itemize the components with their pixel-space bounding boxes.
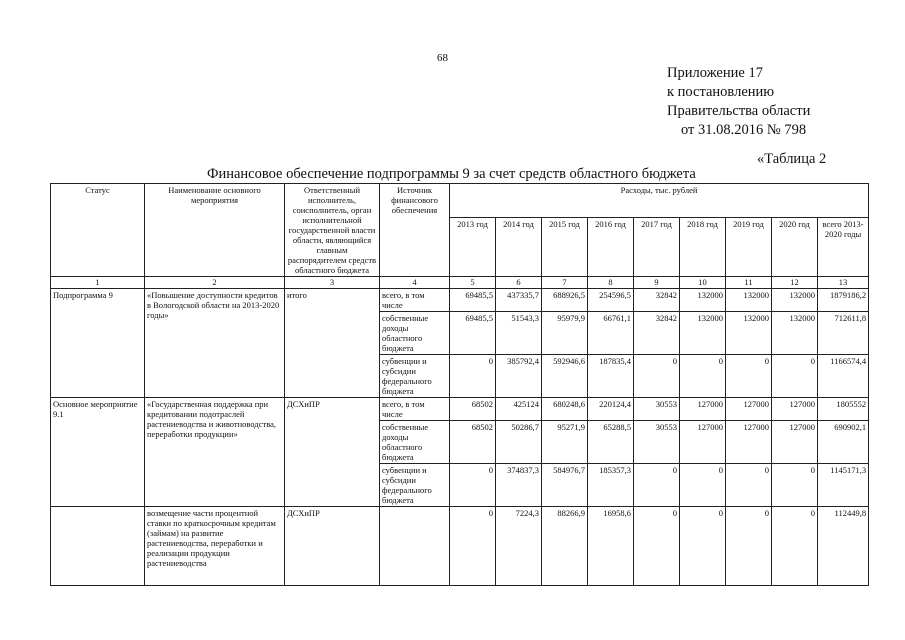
cell-value: 88266,9 xyxy=(542,507,588,586)
cell-value: 68502 xyxy=(450,398,496,421)
header-executor: Ответственный исполнитель, соисполнитель, орган исполнительной государственной власти области, являющийся главным распорядителем средств областного бюджета xyxy=(285,184,380,277)
cell-value: 0 xyxy=(772,464,818,507)
appendix-block xyxy=(667,64,810,140)
cell-status: Подпрограмма 9 xyxy=(51,289,145,398)
header-expenses: Расходы, тыс. рублей xyxy=(450,184,869,218)
cell-value: 0 xyxy=(634,464,680,507)
header-name: Наименование основного мероприятия xyxy=(145,184,285,277)
header-year: 2018 год xyxy=(680,217,726,276)
cell-value: 0 xyxy=(680,464,726,507)
cell-value: 68502 xyxy=(450,421,496,464)
cell-value: 132000 xyxy=(772,312,818,355)
cell-value: 0 xyxy=(772,355,818,398)
column-number: 10 xyxy=(680,277,726,289)
cell-value: 1166574,4 xyxy=(818,355,869,398)
cell-value: 112449,8 xyxy=(818,507,869,586)
cell-source xyxy=(380,507,450,586)
cell-value: 95271,9 xyxy=(542,421,588,464)
cell-value: 254596,5 xyxy=(588,289,634,312)
header-year: 2014 год xyxy=(496,217,542,276)
cell-value: 688926,5 xyxy=(542,289,588,312)
cell-executor: ДСХиПР xyxy=(285,507,380,586)
cell-source: субвенции и субсидии федерального бюджета xyxy=(380,464,450,507)
table-row xyxy=(51,507,869,586)
cell-name: «Государственная поддержка при кредитовании подотраслей растениеводства и животноводства, переработки продукции» xyxy=(145,398,285,507)
header-year: 2015 год xyxy=(542,217,588,276)
cell-value: 127000 xyxy=(680,421,726,464)
cell-value: 680248,6 xyxy=(542,398,588,421)
cell-source: всего, в том числе xyxy=(380,398,450,421)
cell-value: 220124,4 xyxy=(588,398,634,421)
column-number: 7 xyxy=(542,277,588,289)
cell-source: собственные доходы областного бюджета xyxy=(380,312,450,355)
table-row xyxy=(51,398,869,421)
cell-value: 690902,1 xyxy=(818,421,869,464)
budget-table xyxy=(50,183,869,586)
column-number: 6 xyxy=(496,277,542,289)
cell-value: 132000 xyxy=(772,289,818,312)
header-year: 2019 год xyxy=(726,217,772,276)
cell-value: 16958,6 xyxy=(588,507,634,586)
document-title: Финансовое обеспечение подпрограммы 9 за счет средств областного бюджета xyxy=(207,166,696,182)
cell-value: 374837,3 xyxy=(496,464,542,507)
cell-value: 32842 xyxy=(634,312,680,355)
cell-value: 0 xyxy=(634,355,680,398)
cell-status: Основное мероприятие 9.1 xyxy=(51,398,145,507)
cell-name: «Повышение доступности кредитов в Вологодской области на 2013-2020 годы» xyxy=(145,289,285,398)
cell-value: 0 xyxy=(726,464,772,507)
column-number: 8 xyxy=(588,277,634,289)
cell-value: 127000 xyxy=(726,398,772,421)
header-source: Источник финансового обеспечения xyxy=(380,184,450,277)
header-year: 2020 год xyxy=(772,217,818,276)
header-year: 2017 год xyxy=(634,217,680,276)
cell-value: 132000 xyxy=(680,289,726,312)
cell-value: 7224,3 xyxy=(496,507,542,586)
cell-value: 0 xyxy=(726,507,772,586)
cell-value: 127000 xyxy=(680,398,726,421)
column-number: 3 xyxy=(285,277,380,289)
cell-value: 437335,7 xyxy=(496,289,542,312)
cell-value: 69485,5 xyxy=(450,312,496,355)
cell-value: 66761,1 xyxy=(588,312,634,355)
cell-source: собственные доходы областного бюджета xyxy=(380,421,450,464)
column-number: 12 xyxy=(772,277,818,289)
cell-value: 0 xyxy=(680,355,726,398)
cell-value: 1805552 xyxy=(818,398,869,421)
header-status: Статус xyxy=(51,184,145,277)
cell-value: 187835,4 xyxy=(588,355,634,398)
appendix-line-3: Правительства области xyxy=(667,103,811,119)
cell-value: 584976,7 xyxy=(542,464,588,507)
table-label: «Таблица 2 xyxy=(757,151,827,167)
header-year: 2013 год xyxy=(450,217,496,276)
header-year-total: всего 2013-2020 годы xyxy=(818,217,869,276)
cell-value: 185357,3 xyxy=(588,464,634,507)
column-number: 4 xyxy=(380,277,450,289)
cell-value: 127000 xyxy=(726,421,772,464)
cell-value: 0 xyxy=(450,355,496,398)
cell-value: 30553 xyxy=(634,421,680,464)
column-number: 1 xyxy=(51,277,145,289)
cell-executor: ДСХиПР xyxy=(285,398,380,507)
cell-value: 1879186,2 xyxy=(818,289,869,312)
cell-value: 132000 xyxy=(726,289,772,312)
header-year: 2016 год xyxy=(588,217,634,276)
cell-value: 385792,4 xyxy=(496,355,542,398)
cell-value: 127000 xyxy=(772,421,818,464)
cell-value: 712611,8 xyxy=(818,312,869,355)
cell-value: 50286,7 xyxy=(496,421,542,464)
cell-value: 127000 xyxy=(772,398,818,421)
cell-value: 425124 xyxy=(496,398,542,421)
appendix-line-2: к постановлению xyxy=(667,84,775,100)
cell-value: 69485,5 xyxy=(450,289,496,312)
page-number: 68 xyxy=(437,52,448,64)
column-number: 11 xyxy=(726,277,772,289)
cell-source: субвенции и субсидии федерального бюджета xyxy=(380,355,450,398)
cell-executor: итого xyxy=(285,289,380,398)
cell-value: 65288,5 xyxy=(588,421,634,464)
column-number: 9 xyxy=(634,277,680,289)
appendix-line-4: от 31.08.2016 № 798 xyxy=(681,122,807,138)
cell-status-empty xyxy=(51,507,145,586)
cell-value: 132000 xyxy=(726,312,772,355)
cell-value: 51543,3 xyxy=(496,312,542,355)
column-number: 13 xyxy=(818,277,869,289)
column-number: 2 xyxy=(145,277,285,289)
cell-value: 592946,6 xyxy=(542,355,588,398)
cell-value: 0 xyxy=(450,507,496,586)
cell-value: 0 xyxy=(680,507,726,586)
cell-value: 132000 xyxy=(680,312,726,355)
cell-source: всего, в том числе xyxy=(380,289,450,312)
cell-value: 30553 xyxy=(634,398,680,421)
cell-value: 0 xyxy=(726,355,772,398)
cell-value: 0 xyxy=(634,507,680,586)
table-row xyxy=(51,289,869,312)
column-number: 5 xyxy=(450,277,496,289)
cell-value: 95979,9 xyxy=(542,312,588,355)
cell-value: 0 xyxy=(772,507,818,586)
cell-value: 0 xyxy=(450,464,496,507)
cell-name: возмещение части процентной ставки по краткосрочным кредитам (займам) на развитие растениеводства, переработки и реализации продукции растениеводства xyxy=(145,507,285,586)
appendix-line-1: Приложение 17 xyxy=(667,65,763,81)
cell-value: 1145171,3 xyxy=(818,464,869,507)
cell-value: 32842 xyxy=(634,289,680,312)
